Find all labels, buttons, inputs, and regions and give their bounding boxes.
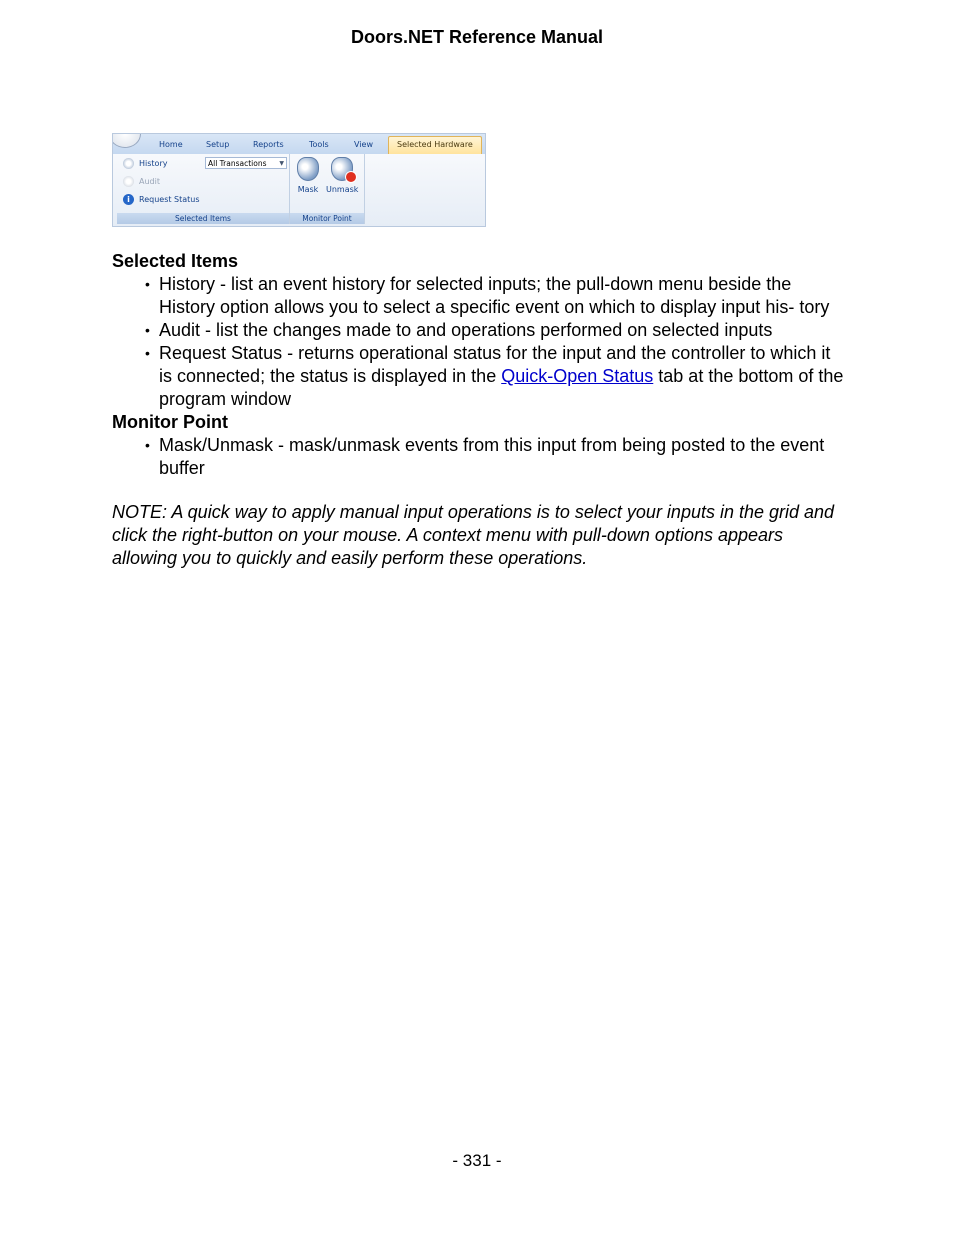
ribbon-body [113,154,485,226]
prohibited-icon [345,171,357,183]
ribbon-screenshot [112,133,486,227]
tab-home[interactable]: Home [159,140,183,149]
info-icon: i [123,194,134,205]
list-item: • History - list an event history for selected inputs; the pull-down menu beside the History option allows you to select a specific event on which to display input his- tory [159,273,847,319]
list-item [159,342,847,411]
request-status-text-end: tab at the bottom of the program window [159,366,844,409]
tab-tools[interactable]: Tools [309,140,329,149]
quick-open-status-link[interactable]: Quick-Open Status [501,366,654,386]
audit-icon [123,176,134,187]
application-orb-icon[interactable] [112,133,141,148]
history-label: History [139,159,168,168]
history-icon [123,158,134,169]
mask-button[interactable] [292,157,324,194]
unmask-label: Unmask [326,185,359,194]
audit-button[interactable] [123,176,160,187]
selected-items-list [112,273,847,411]
group-selected-items [117,154,290,224]
group-label-selected-items: Selected Items [117,213,289,224]
tab-setup[interactable]: Setup [206,140,230,149]
page-content [112,250,847,570]
list-item: • Audit - list the changes made to and operations performed on selected inputs [159,319,847,342]
mask-icon [297,157,319,181]
mask-label: Mask [297,185,319,194]
history-button[interactable] [123,158,167,169]
section-heading-selected-items: Selected Items [112,251,239,271]
request-status-label: Request Status [139,195,200,204]
ribbon-tab-bar [113,134,485,154]
audit-label: Audit [139,177,160,186]
request-status-button[interactable] [123,194,200,205]
note-paragraph: NOTE: A quick way to apply manual input operations is to select your inputs in the grid and click the right-button on your mouse. A context menu with pull-down options appears allowing you to quickly and easily perform these operations. [112,502,835,568]
tab-view[interactable]: View [354,140,373,149]
group-label-monitor-point: Monitor Point [290,213,364,224]
tab-reports[interactable]: Reports [253,140,284,149]
group-monitor-point [290,154,365,224]
chevron-down-icon[interactable]: ▼ [279,160,284,167]
page-header-title: Doors.NET Reference Manual [350,27,604,47]
monitor-point-list [112,434,847,480]
unmask-icon [331,157,353,181]
history-combo-value: All Transactions [208,159,267,168]
tab-selected-hardware[interactable]: Selected Hardware [388,136,482,155]
unmask-button[interactable] [326,157,358,194]
history-event-combo[interactable] [205,157,287,169]
list-item: • Mask/Unmask - mask/unmask events from this input from being posted to the event buffer [159,434,847,480]
page-number: - 331 - [452,1151,502,1170]
request-status-text: Request Status - returns operational status for the input and the controller to which it is connected; the status is displayed in the [159,343,831,386]
section-heading-monitor-point: Monitor Point [112,412,228,432]
